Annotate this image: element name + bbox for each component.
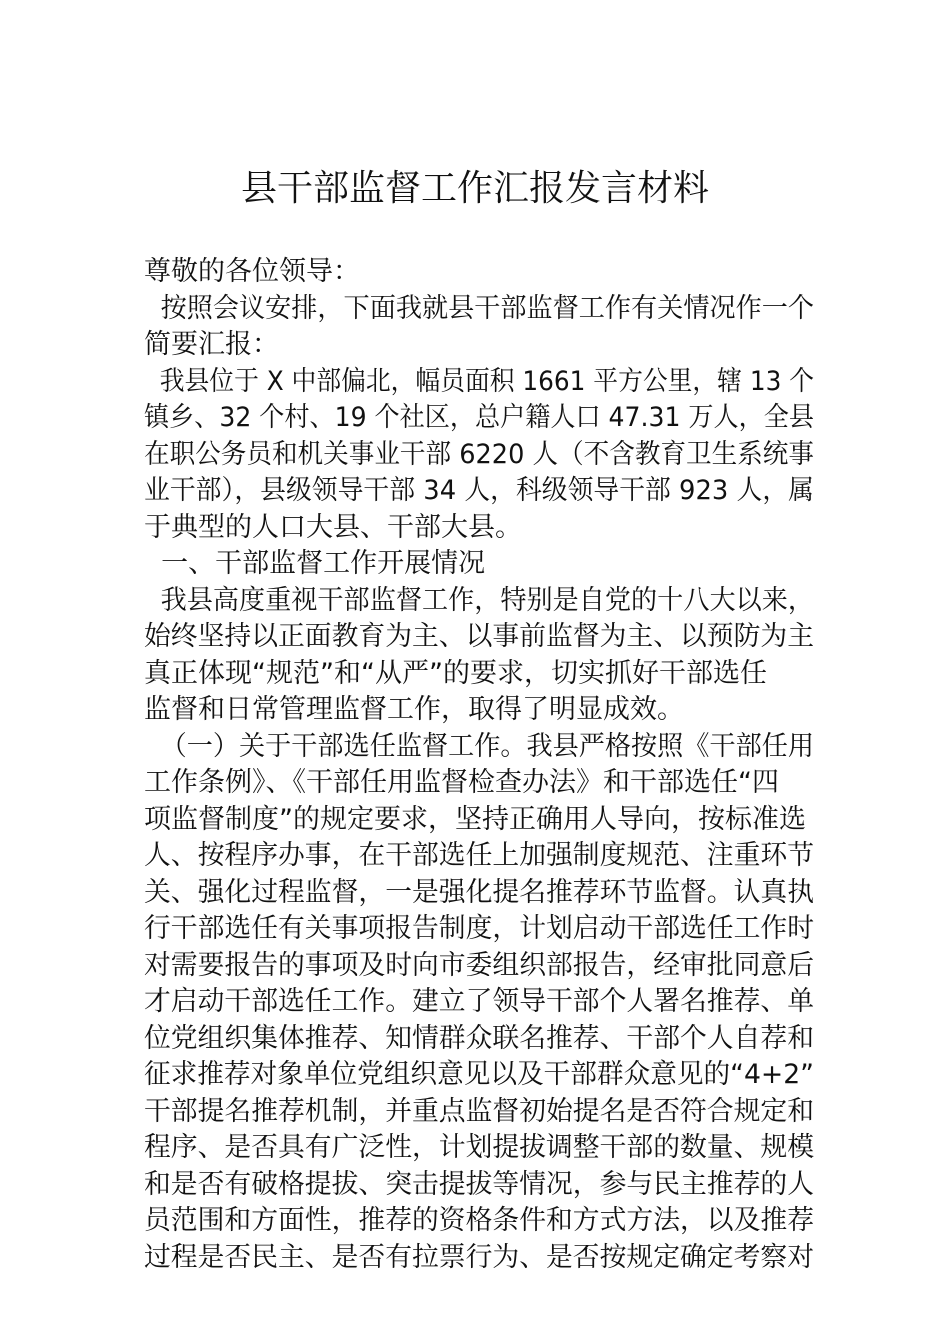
body-line: 过程是否民主、是否有拉票行为、是否按规定确定考察对 xyxy=(144,1241,814,1273)
body-line: 我县高度重视干部监督工作，特别是自党的十八大以来， xyxy=(144,584,814,616)
body-line: 简要汇报： xyxy=(144,329,279,360)
body-line: 对需要报告的事项及时向市委组织部报告，经审批同意后 xyxy=(144,949,814,981)
body-line: 干部提名推荐机制，并重点监督初始提名是否符合规定和 xyxy=(144,1095,814,1127)
body-line: 程序、是否具有广泛性，计划提拔调整干部的数量、规模 xyxy=(144,1132,814,1163)
body-line: 和是否有破格提拔、突击提拔等情况，参与民主推荐的人 xyxy=(144,1168,814,1200)
body-line: 一、干部监督工作开展情况 xyxy=(144,548,486,579)
body-line: 员范围和方面性，推荐的资格条件和方式方法，以及推荐 xyxy=(144,1205,814,1236)
body-line: 镇乡、32 个村、19 个社区，总户籍人口 47.31 万人，全县 xyxy=(144,402,814,433)
body-line: 项监督制度”的规定要求，坚持正确用人导向，按标准选 xyxy=(144,803,806,835)
body-line: 于典型的人口大县、干部大县。 xyxy=(144,511,522,543)
body-line: 才启动干部选任工作。建立了领导干部个人署名推荐、单 xyxy=(144,986,814,1017)
body-line: 在职公务员和机关事业干部 6220 人（不含教育卫生系统事 xyxy=(144,438,814,470)
body-line: 监督和日常管理监督工作，取得了明显成效。 xyxy=(144,694,684,725)
body-line: 始终坚持以正面教育为主、以事前监督为主、以预防为主 xyxy=(144,621,814,652)
document-title: 县干部监督工作汇报发言材料 xyxy=(240,168,709,209)
body-line: 人、按程序办事，在干部选任上加强制度规范、注重环节 xyxy=(144,840,814,871)
document-body xyxy=(144,254,814,1276)
body-line: 真正体现“规范”和“从严”的要求，切实抓好干部选任 xyxy=(144,657,767,689)
body-line: 位党组织集体推荐、知情群众联名推荐、干部个人自荐和 xyxy=(144,1022,814,1054)
body-line: 业干部），县级领导干部 34 人，科级领导干部 923 人，属 xyxy=(144,475,814,506)
body-line: 我县位于 X 中部偏北，幅员面积 1661 平方公里，辖 13 个 xyxy=(144,365,814,397)
body-line: 征求推荐对象单位党组织意见以及干部群众意见的“4+2” xyxy=(144,1059,814,1090)
body-line: 按照会议安排，下面我就县干部监督工作有关情况作一个 xyxy=(144,292,814,324)
body-line: （一）关于干部选任监督工作。我县严格按照《干部任用 xyxy=(144,730,814,762)
body-line: 工作条例》、《干部任用监督检查办法》和干部选任“四 xyxy=(144,767,779,798)
body-line: 尊敬的各位领导： xyxy=(144,256,360,287)
body-line: 行干部选任有关事项报告制度，计划启动干部选任工作时 xyxy=(144,913,814,944)
body-line: 关、强化过程监督，一是强化提名推荐环节监督。认真执 xyxy=(144,876,814,908)
